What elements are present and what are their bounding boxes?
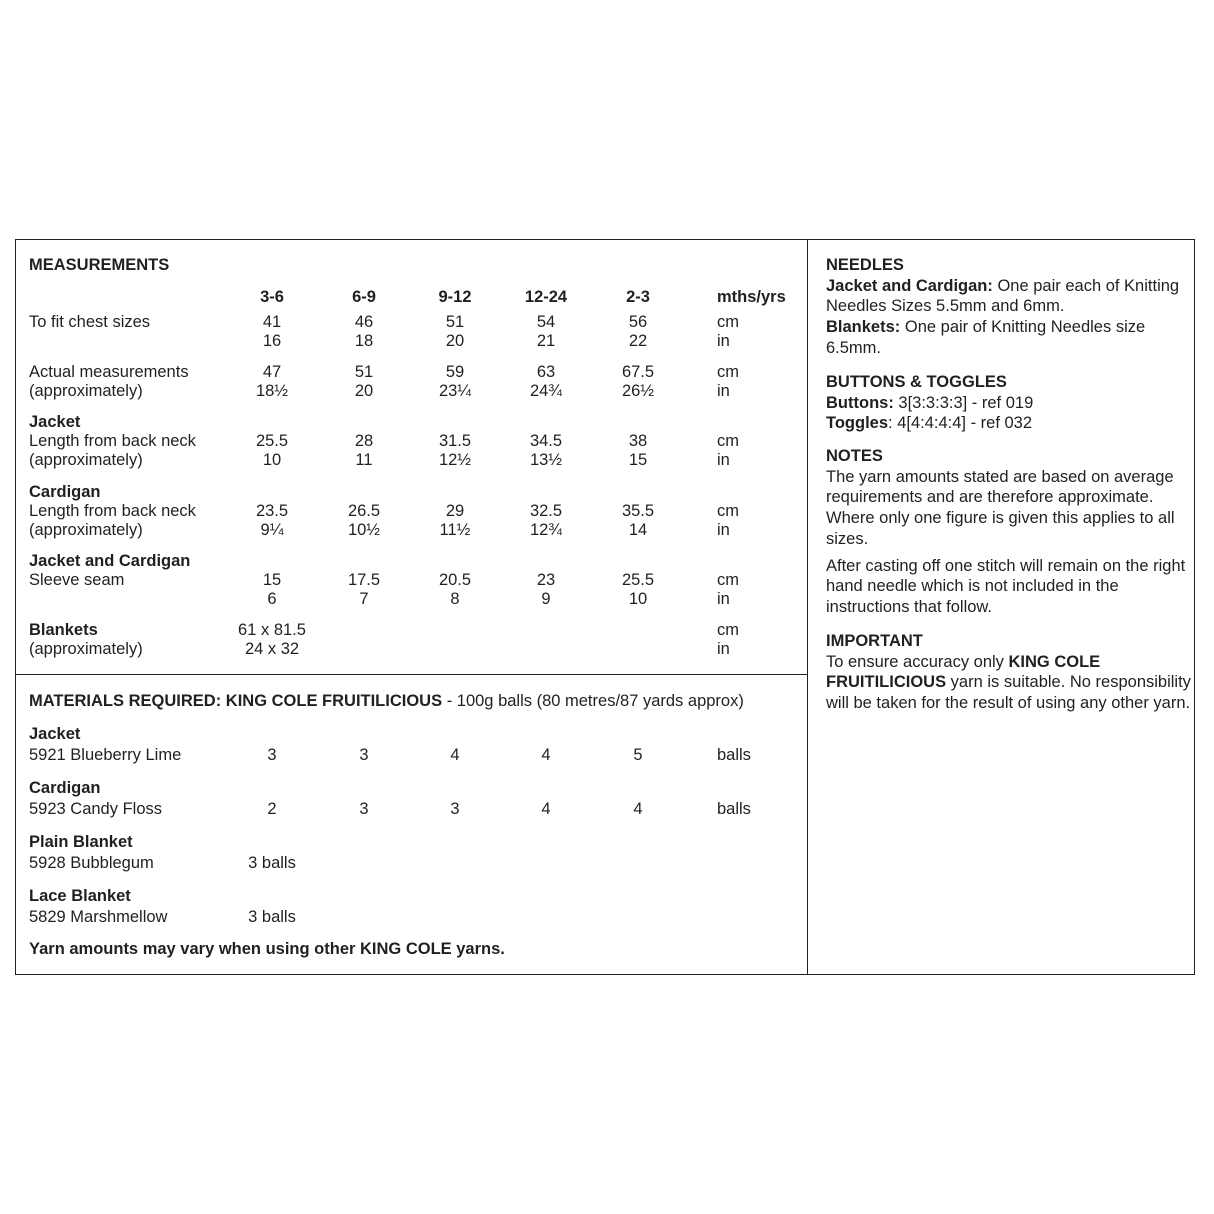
- toggles-text: : 4[4:4:4:4] - ref 032: [888, 414, 1033, 433]
- value-cm: 29: [445, 502, 465, 520]
- unit-in: in: [717, 521, 730, 539]
- unit-in: in: [717, 590, 730, 608]
- value-cm: 23: [536, 571, 556, 589]
- value-cm: 32.5: [529, 502, 563, 520]
- value-cm: 38: [628, 432, 648, 450]
- value-in: 14: [628, 521, 648, 539]
- value-cm: 46: [354, 313, 374, 331]
- measurements-title: MEASUREMENTS: [29, 256, 170, 274]
- unit-cm: cm: [717, 363, 739, 381]
- important-text: To ensure accuracy only: [826, 652, 1009, 671]
- row-label: (approximately): [29, 382, 143, 400]
- size-header: 6-9: [352, 288, 376, 306]
- value-cm: 61 x 81.5: [238, 621, 306, 639]
- value-in: 23¼: [438, 382, 472, 400]
- size-unit: mths/yrs: [717, 288, 786, 306]
- value-in: 9: [541, 590, 551, 608]
- value-in: 16: [262, 332, 282, 350]
- row-label: To fit chest sizes: [29, 313, 151, 331]
- row-label: Actual measurements: [29, 363, 189, 381]
- value-in: 12¾: [529, 521, 563, 539]
- value-cm: 51: [445, 313, 465, 331]
- materials-title-detail: - 100g balls (80 metres/87 yards approx): [442, 692, 744, 710]
- materials-title: [29, 692, 744, 711]
- notes-paragraph: After casting off one stitch will remain on the right hand needle which is not included in the instructions that follow.: [826, 556, 1186, 616]
- buttons-line: [826, 393, 1198, 414]
- notes-paragraph: The yarn amounts stated are based on average requirements and are therefore approximate. Where only one figure is given this applies to all sizes.: [826, 467, 1175, 548]
- value-in: 10½: [347, 521, 381, 539]
- item-heading: Plain Blanket: [29, 833, 133, 851]
- row-label: (approximately): [29, 640, 143, 658]
- row-heading: Blankets: [29, 621, 98, 639]
- buttons-label: Buttons:: [826, 393, 894, 412]
- value-cm: 47: [262, 363, 282, 381]
- item-heading: Cardigan: [29, 779, 101, 797]
- yarn-footer-note: Yarn amounts may vary when using other KING COLE yarns.: [29, 940, 505, 958]
- ball-qty: 2: [267, 800, 277, 818]
- notes-title: NOTES: [826, 447, 883, 465]
- value-in: 9¼: [260, 521, 284, 539]
- row-label: Sleeve seam: [29, 571, 125, 589]
- value-cm: 51: [354, 363, 374, 381]
- size-header: 3-6: [260, 288, 284, 306]
- value-in: 11: [355, 451, 373, 469]
- size-header: 9-12: [438, 288, 472, 306]
- toggles-line: [826, 413, 1198, 434]
- value-cm: 17.5: [347, 571, 381, 589]
- value-cm: 56: [628, 313, 648, 331]
- value-in: 21: [536, 332, 556, 350]
- value-in: 20: [354, 382, 374, 400]
- value-cm: 54: [536, 313, 556, 331]
- shade-name: 5829 Marshmellow: [29, 908, 168, 926]
- ball-qty: 3: [359, 746, 369, 764]
- size-header: 2-3: [626, 288, 650, 306]
- value-in: 8: [450, 590, 460, 608]
- value-in: 24 x 32: [244, 640, 300, 658]
- important-yarn-name: KING COLE FRUITILICIOUS: [826, 652, 1101, 692]
- buttons-title: BUTTONS & TOGGLES: [826, 373, 1007, 391]
- column-divider: [807, 240, 808, 975]
- row-label: (approximately): [29, 521, 143, 539]
- unit-cm: cm: [717, 313, 739, 331]
- toggles-label: Toggles: [826, 414, 889, 433]
- unit-cm: cm: [717, 621, 739, 639]
- ball-qty: 3: [359, 800, 369, 818]
- value-cm: 26.5: [347, 502, 381, 520]
- unit-in: in: [717, 382, 730, 400]
- value-in: 24¾: [529, 382, 563, 400]
- value-in: 18: [354, 332, 374, 350]
- buttons-text: 3[3:3:3:3] - ref 019: [893, 393, 1034, 412]
- ball-qty: 3 balls: [248, 908, 296, 926]
- needles-label: Jacket and Cardigan:: [826, 276, 993, 295]
- row-heading: Jacket and Cardigan: [29, 552, 191, 570]
- value-in: 13½: [529, 451, 563, 469]
- materials-title-bold: MATERIALS REQUIRED: KING COLE FRUITILICIOUS: [29, 692, 443, 710]
- qty-unit: balls: [717, 800, 751, 818]
- ball-qty: 4: [541, 800, 551, 818]
- unit-cm: cm: [717, 432, 739, 450]
- unit-cm: cm: [717, 502, 739, 520]
- unit-cm: cm: [717, 571, 739, 589]
- value-in: 18½: [255, 382, 289, 400]
- value-cm: 25.5: [621, 571, 655, 589]
- qty-unit: balls: [717, 746, 751, 764]
- section-divider: [16, 674, 807, 675]
- value-cm: 41: [262, 313, 282, 331]
- notes-section: [826, 446, 1198, 618]
- ball-qty: 3: [450, 800, 460, 818]
- value-in: 12½: [438, 451, 472, 469]
- ball-qty: 4: [541, 746, 551, 764]
- ball-qty: 5: [633, 746, 643, 764]
- value-cm: 63: [536, 363, 556, 381]
- important-section: [826, 631, 1198, 714]
- unit-in: in: [717, 332, 730, 350]
- important-title: IMPORTANT: [826, 632, 923, 650]
- needles-section: [826, 255, 1198, 359]
- unit-in: in: [717, 640, 730, 658]
- value-in: 11½: [439, 521, 471, 539]
- shade-name: 5923 Candy Floss: [29, 800, 162, 818]
- needles-label: Blankets:: [826, 318, 901, 337]
- important-text: yarn is suitable. No responsibility will be taken for the result of using any other yarn.: [826, 673, 1191, 713]
- row-label: Length from back neck: [29, 432, 196, 450]
- needles-line: [826, 317, 1198, 358]
- value-in: 6: [267, 590, 277, 608]
- value-in: 10: [262, 451, 282, 469]
- ball-qty: 3 balls: [248, 854, 296, 872]
- value-cm: 25.5: [255, 432, 289, 450]
- value-in: 10: [628, 590, 648, 608]
- value-cm: 20.5: [438, 571, 472, 589]
- size-header: 12-24: [524, 288, 568, 306]
- value-in: 15: [628, 451, 648, 469]
- row-heading: Cardigan: [29, 483, 101, 501]
- buttons-section: [826, 372, 1198, 434]
- value-cm: 28: [354, 432, 374, 450]
- value-cm: 67.5: [621, 363, 655, 381]
- ball-qty: 4: [450, 746, 460, 764]
- ball-qty: 4: [633, 800, 643, 818]
- value-in: 26½: [621, 382, 655, 400]
- item-heading: Lace Blanket: [29, 887, 131, 905]
- value-in: 20: [445, 332, 465, 350]
- ball-qty: 3: [267, 746, 277, 764]
- row-label: Length from back neck: [29, 502, 196, 520]
- value-in: 22: [628, 332, 648, 350]
- value-cm: 59: [445, 363, 465, 381]
- needles-text: One pair each of Knitting Needles Sizes 5.5mm and 6mm.: [826, 276, 1180, 316]
- important-paragraph: [826, 652, 1198, 714]
- value-in: 7: [359, 590, 369, 608]
- needles-text: One pair of Knitting Needles size 6.5mm.: [826, 318, 1146, 357]
- value-cm: 34.5: [529, 432, 563, 450]
- shade-name: 5921 Blueberry Lime: [29, 746, 182, 764]
- value-cm: 23.5: [255, 502, 289, 520]
- needles-line: [826, 276, 1198, 317]
- item-heading: Jacket: [29, 725, 81, 743]
- row-label: (approximately): [29, 451, 143, 469]
- value-cm: 15: [262, 571, 282, 589]
- value-cm: 35.5: [621, 502, 655, 520]
- shade-name: 5928 Bubblegum: [29, 854, 154, 872]
- value-cm: 31.5: [438, 432, 472, 450]
- row-heading: Jacket: [29, 413, 81, 431]
- unit-in: in: [717, 451, 730, 469]
- needles-title: NEEDLES: [826, 256, 904, 274]
